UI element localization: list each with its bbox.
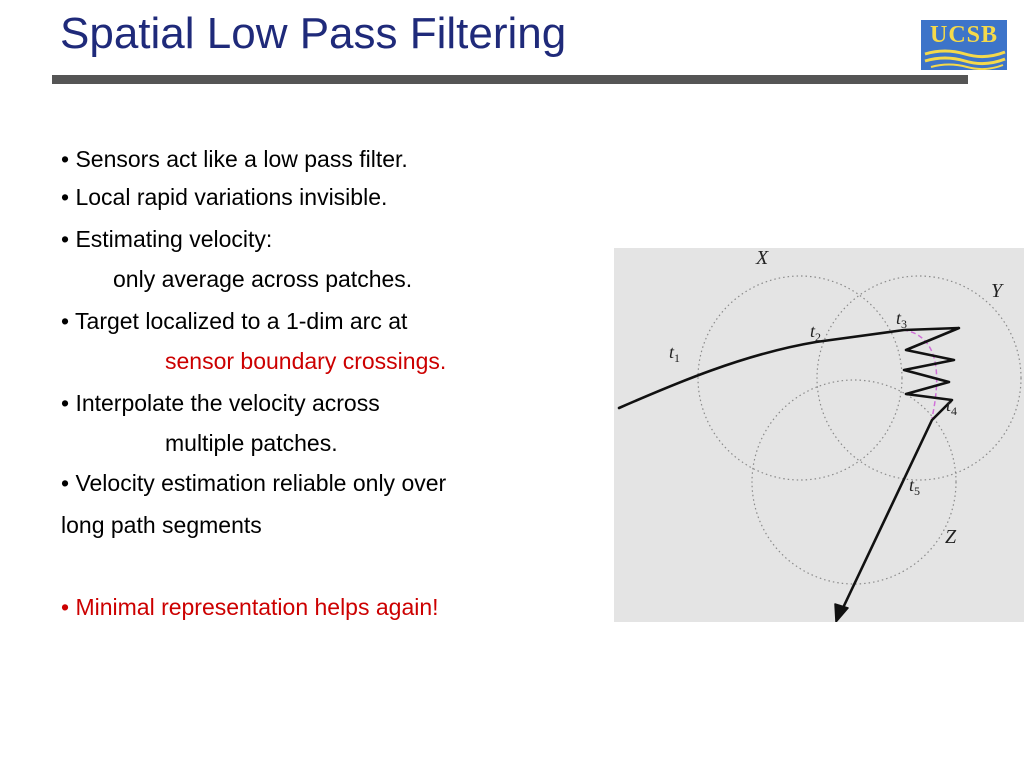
region-label-z: Z: [945, 526, 957, 548]
bullet-item: • Interpolate the velocity across: [61, 390, 380, 416]
sensor-path-figure: [614, 248, 1024, 622]
bullet-item: • Sensors act like a low pass filter.: [61, 146, 408, 172]
arrowhead-icon: [835, 604, 848, 622]
bullet-item: • Local rapid variations invisible.: [61, 184, 388, 210]
bullet-continuation: long path segments: [61, 512, 262, 538]
time-label-t2: $t_2$: [810, 321, 822, 344]
time-label-t1: $t_1$: [669, 342, 681, 365]
bullet-subitem-highlight: sensor boundary crossings.: [165, 348, 447, 374]
slide-title: Spatial Low Pass Filtering: [60, 9, 567, 58]
time-label-t3: $t_3$: [896, 308, 908, 331]
sensor-diagram: [614, 248, 1024, 622]
title-divider: [52, 75, 968, 84]
sensor-region-x: [698, 276, 902, 480]
time-label-t5: $t_5$: [909, 475, 921, 498]
logo-waves-icon: [921, 46, 1007, 70]
ucsb-logo: [921, 20, 1007, 70]
region-label-y: Y: [991, 280, 1003, 302]
bullet-item: • Target localized to a 1-dim arc at: [61, 308, 408, 334]
bullet-subitem: multiple patches.: [165, 430, 338, 456]
time-label-t4: $t_4$: [946, 395, 958, 418]
sensor-region-z: [752, 380, 956, 584]
bullet-subitem: only average across patches.: [113, 266, 413, 292]
bullet-item: • Velocity estimation reliable only over: [61, 470, 447, 496]
target-trajectory: [619, 328, 959, 610]
bullet-item: • Estimating velocity:: [61, 226, 273, 252]
bullet-item-highlight: • Minimal representation helps again!: [61, 594, 439, 620]
logo-text: UCSB: [929, 22, 999, 48]
region-label-x: X: [756, 248, 769, 269]
